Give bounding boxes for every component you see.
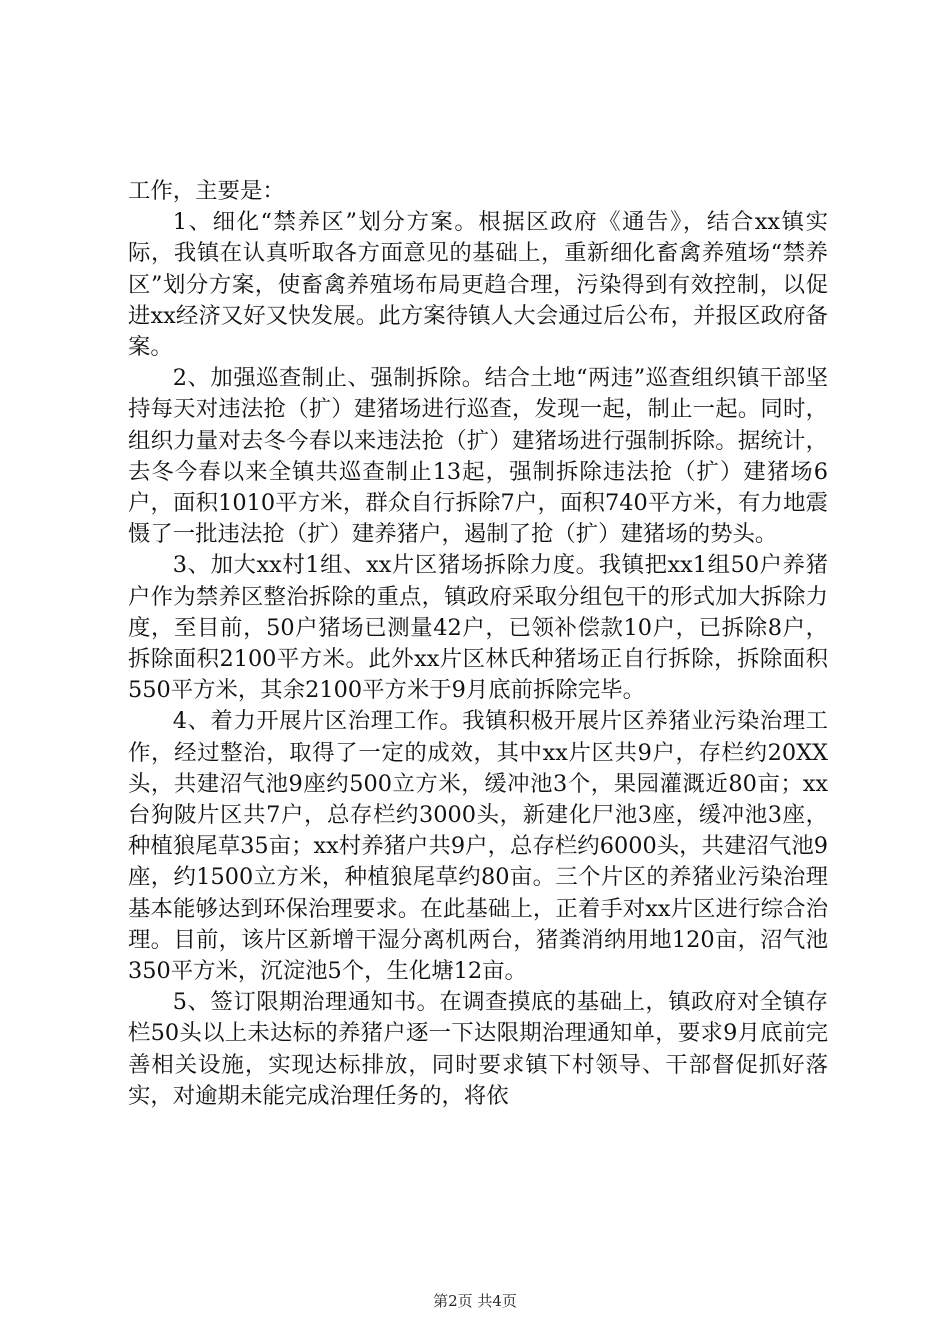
paragraph-item-4: 4、着力开展片区治理工作。我镇积极开展片区养猪业污染治理工作，经过整治，取得了一定的成效，其中xx片区共9户，存栏约20XX头，共建沼气池9座约500立方米，缓冲池3个，果园灌溉近80亩；xx台狗陂片区共7户，总存栏约3000头，新建化尸池3座，缓冲池3座，种植狼尾草35亩；xx村养猪户共9户，总存栏约6000头，共建沼气池9座，约1500立方米，种植狼尾草约80亩。三个片区的养猪业污染治理基本能够达到环保治理要求。在此基础上，正着手对xx片区进行综合治理。目前，该片区新增干湿分离机两台，猪粪消纳用地120亩，沼气池350平方米，沉淀池5个，生化塘12亩。 bbox=[128, 708, 828, 985]
paragraph-item-3: 3、加大xx村1组、xx片区猪场拆除力度。我镇把xx1组50户养猪户作为禁养区整治拆除的重点，镇政府采取分组包干的形式加大拆除力度，至目前，50户猪场已测量42户，已领补偿款10户，已拆除8户，拆除面积2100平方米。此外xx片区林氏种猪场正自行拆除，拆除面积550平方米，其余2100平方米于9月底前拆除完毕。 bbox=[128, 552, 828, 704]
page-footer: 第2页 共4页 bbox=[433, 1292, 517, 1310]
paragraph-item-2: 2、加强巡查制止、强制拆除。结合土地“两违”巡查组织镇干部坚持每天对违法抢（扩）建猪场进行巡查，发现一起，制止一起。同时，组织力量对去冬今春以来违法抢（扩）建猪场进行强制拆除。据统计，去冬今春以来全镇共巡查制止13起，强制拆除违法抢（扩）建猪场6户，面积1010平方米，群众自行拆除7户，面积740平方米，有力地震慑了一批违法抢（扩）建养猪户，遏制了抢（扩）建猪场的势头。 bbox=[128, 365, 828, 548]
document-body bbox=[128, 176, 828, 1112]
paragraph-item-5: 5、签订限期治理通知书。在调查摸底的基础上，镇政府对全镇存栏50头以上未达标的养猪户逐一下达限期治理通知单，要求9月底前完善相关设施，实现达标排放，同时要求镇下村领导、干部督促抓好落实，对逾期未能完成治理任务的，将依 bbox=[128, 989, 828, 1109]
paragraph-intro: 工作，主要是： bbox=[128, 178, 285, 204]
paragraph-item-1: 1、细化“禁养区”划分方案。根据区政府《通告》，结合xx镇实际，我镇在认真听取各方面意见的基础上，重新细化畜禽养殖场“禁养区”划分方案，使畜禽养殖场布局更趋合理，污染得到有效控制，以促进xx经济又好又快发展。此方案待镇人大会通过后公布，并报区政府备案。 bbox=[128, 209, 828, 361]
